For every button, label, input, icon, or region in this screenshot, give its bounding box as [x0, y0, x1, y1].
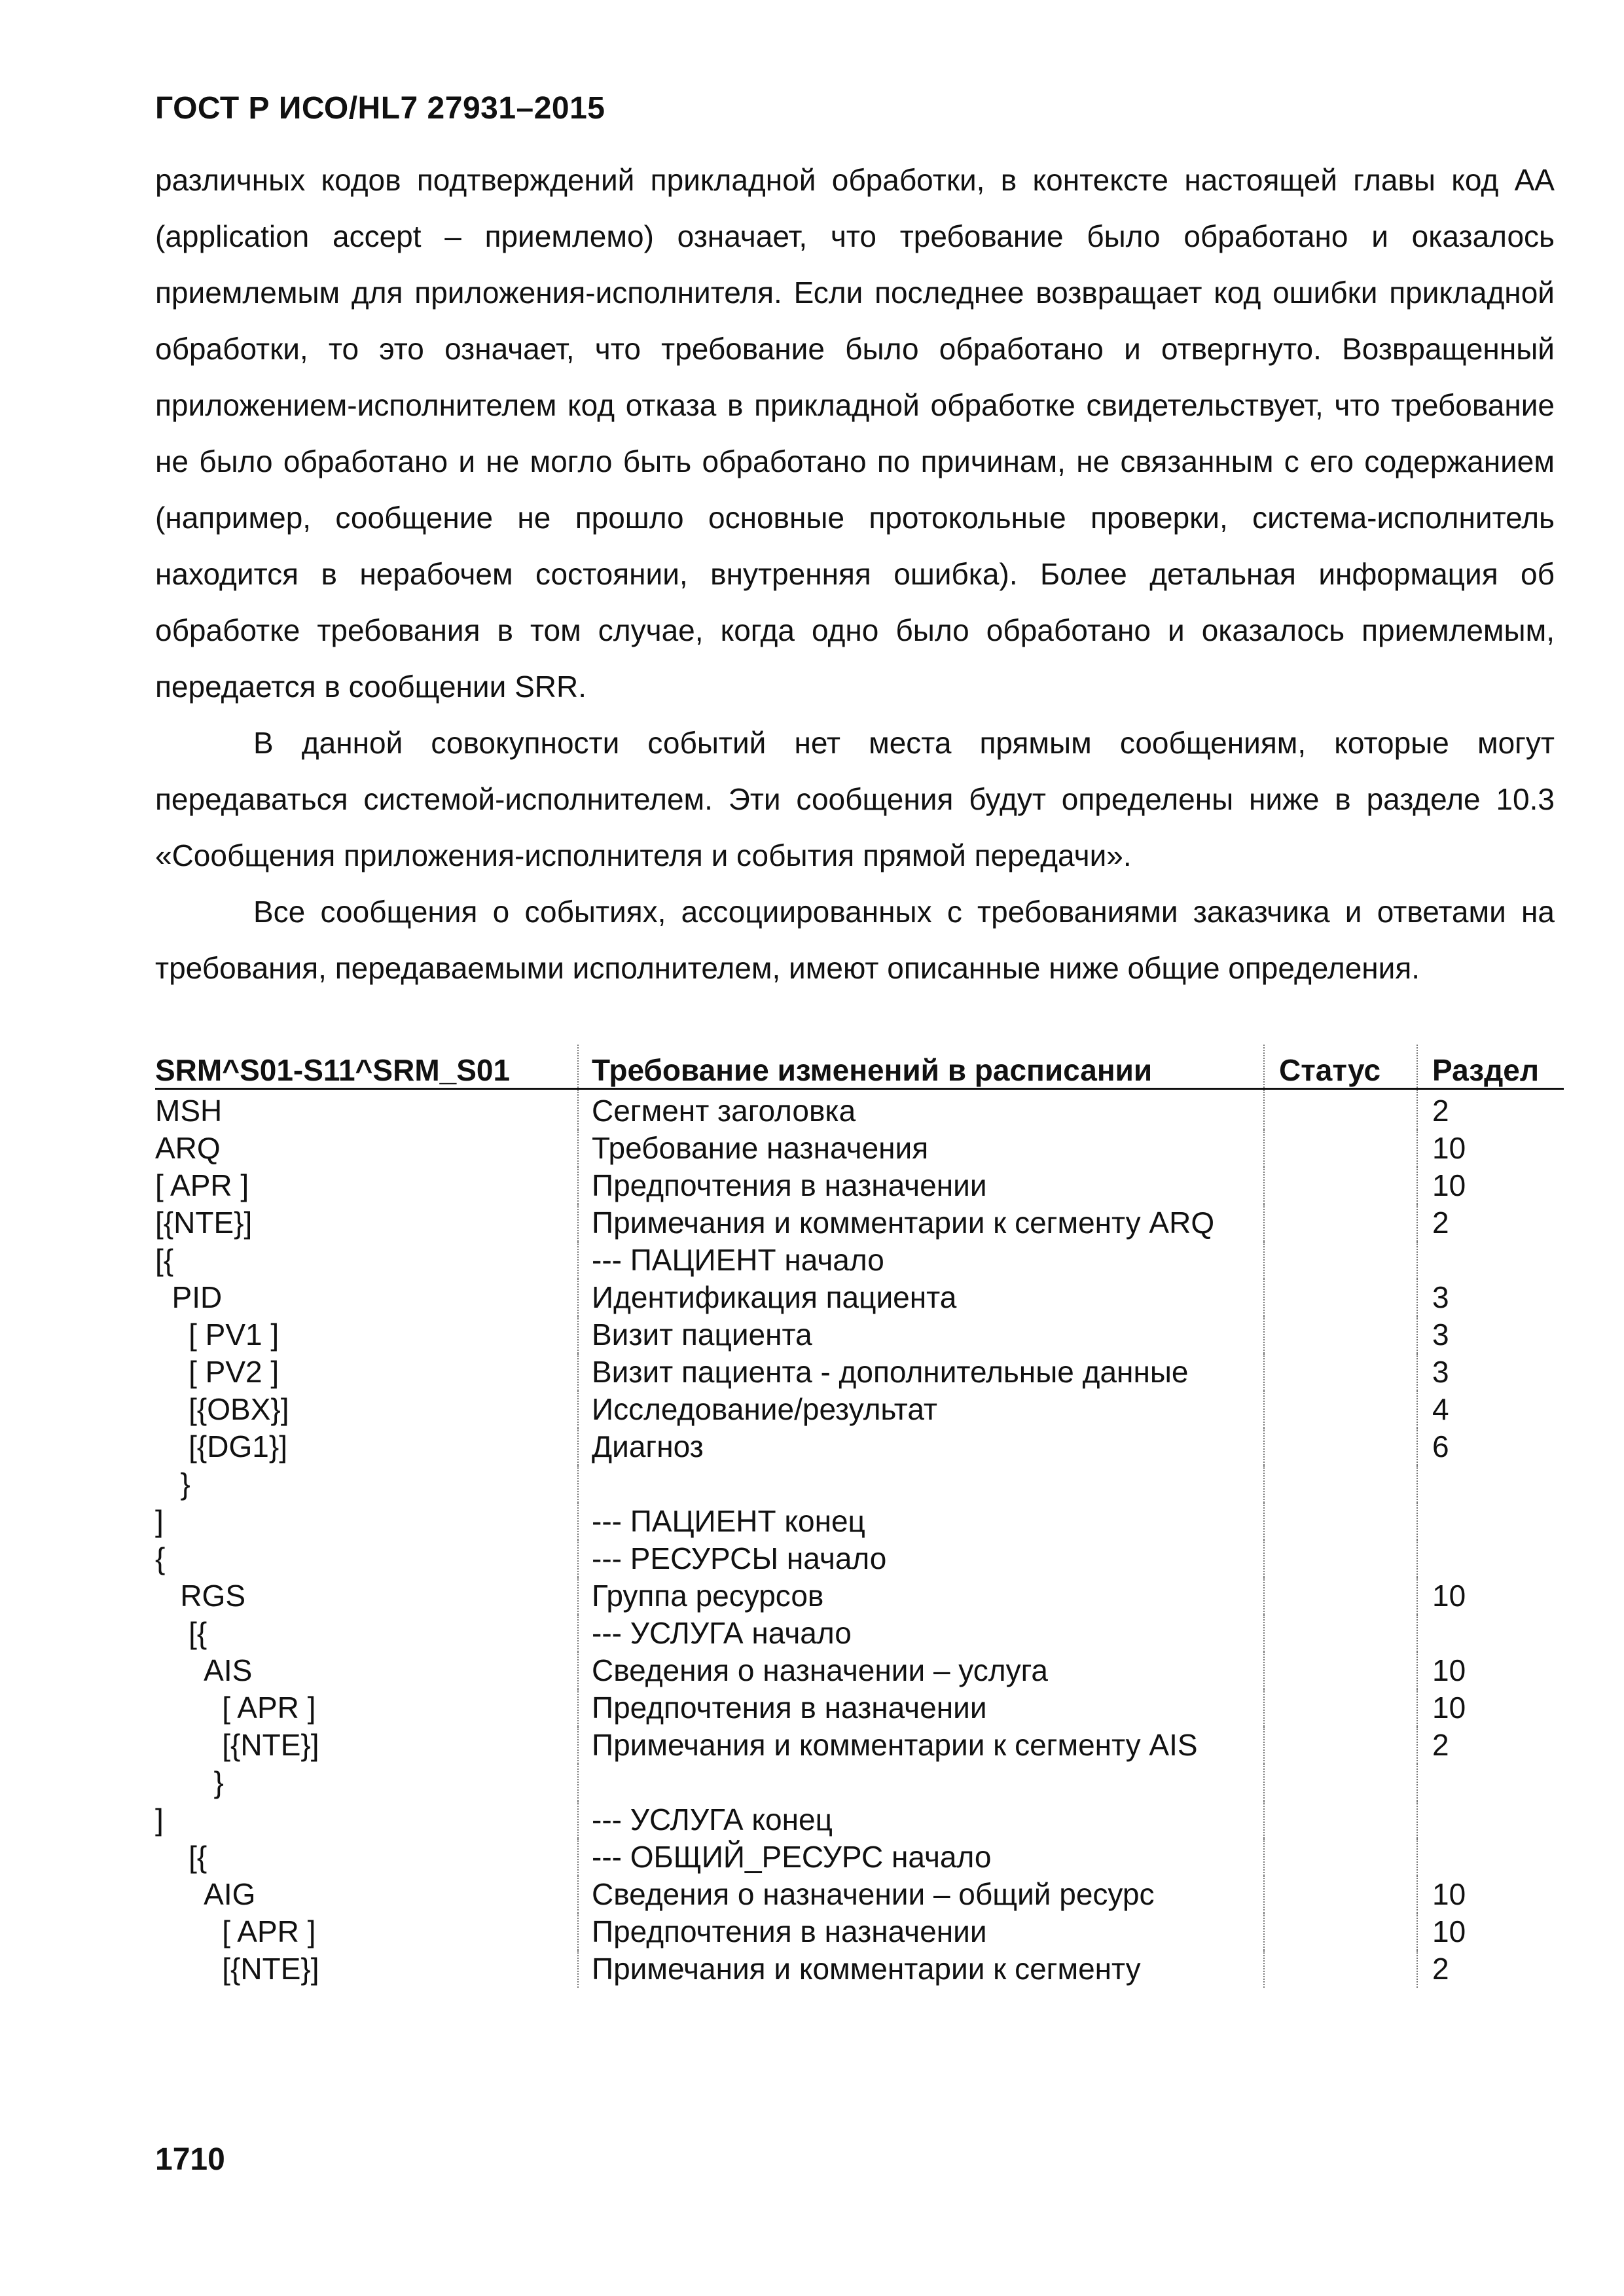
description-cell: Примечания и комментарии к сегменту AIS	[578, 1727, 1264, 1764]
description-cell	[578, 1465, 1264, 1503]
segment-cell: [ PV2 ]	[155, 1355, 280, 1389]
status-cell	[1264, 1689, 1417, 1727]
status-cell	[1264, 1316, 1417, 1354]
segment-cell: }	[155, 1765, 224, 1799]
table-row	[155, 1242, 1564, 1279]
header-section: Раздел	[1417, 1045, 1564, 1089]
segment-cell: [{	[155, 1616, 208, 1650]
section-cell: 3	[1417, 1316, 1564, 1354]
table-row	[155, 1089, 1564, 1130]
table-row	[155, 1764, 1564, 1801]
table-row	[155, 1465, 1564, 1503]
segment-cell: [{DG1}]	[155, 1429, 287, 1463]
section-cell: 10	[1417, 1130, 1564, 1167]
section-cell	[1417, 1801, 1564, 1839]
message-structure-table	[155, 1045, 1564, 1988]
description-cell: Визит пациента	[578, 1316, 1264, 1354]
segment-cell: {	[155, 1541, 166, 1575]
table-row	[155, 1950, 1564, 1988]
status-cell	[1264, 1503, 1417, 1540]
table-row	[155, 1279, 1564, 1316]
table-row	[155, 1428, 1564, 1465]
status-cell	[1264, 1876, 1417, 1913]
table-body	[155, 1089, 1564, 1988]
description-cell: Группа ресурсов	[578, 1577, 1264, 1615]
description-cell: Идентификация пациента	[578, 1279, 1264, 1316]
segment-cell: ARQ	[155, 1131, 221, 1165]
segment-cell: }	[155, 1467, 190, 1501]
description-cell: Предпочтения в назначении	[578, 1913, 1264, 1950]
description-cell: --- ПАЦИЕНТ конец	[578, 1503, 1264, 1540]
segment-cell: AIS	[155, 1653, 253, 1687]
description-cell: Предпочтения в назначении	[578, 1689, 1264, 1727]
description-cell: --- РЕСУРСЫ начало	[578, 1540, 1264, 1577]
description-cell: Требование назначения	[578, 1130, 1264, 1167]
status-cell	[1264, 1204, 1417, 1242]
status-cell	[1264, 1089, 1417, 1130]
section-cell: 6	[1417, 1428, 1564, 1465]
status-cell	[1264, 1167, 1417, 1204]
section-cell: 10	[1417, 1876, 1564, 1913]
section-cell	[1417, 1540, 1564, 1577]
section-cell: 10	[1417, 1913, 1564, 1950]
segment-cell: [ APR ]	[155, 1691, 316, 1725]
table-row	[155, 1615, 1564, 1652]
status-cell	[1264, 1913, 1417, 1950]
table-row	[155, 1391, 1564, 1428]
segment-cell: [{NTE}]	[155, 1728, 319, 1762]
header-status: Статус	[1264, 1045, 1417, 1089]
table-row	[155, 1204, 1564, 1242]
section-cell: 10	[1417, 1577, 1564, 1615]
description-cell	[578, 1764, 1264, 1801]
segment-cell: [{	[155, 1840, 208, 1874]
header-message-type: SRM^S01-S11^SRM_S01	[155, 1045, 578, 1089]
description-cell: Исследование/результат	[578, 1391, 1264, 1428]
paragraph-2: В данной совокупности событий нет места прямым сообщениям, которые могут передаваться системой-исполнителем. Эти сообщения будут определены ниже в разделе 10.3 «Сообщения приложения-исполнителя и события прямой передачи».	[155, 726, 1555, 872]
segment-cell: AIG	[155, 1877, 256, 1911]
status-cell	[1264, 1130, 1417, 1167]
table-row	[155, 1839, 1564, 1876]
section-cell: 2	[1417, 1089, 1564, 1130]
paragraph-3: Все сообщения о событиях, ассоциированных с требованиями заказчика и ответами на требования, передаваемыми исполнителем, имеют описанные ниже общие определения.	[155, 895, 1555, 985]
table-row	[155, 1652, 1564, 1689]
table-row	[155, 1503, 1564, 1540]
segment-cell: [{OBX}]	[155, 1392, 289, 1426]
status-cell	[1264, 1465, 1417, 1503]
table-row	[155, 1316, 1564, 1354]
section-cell: 2	[1417, 1727, 1564, 1764]
description-cell: --- УСЛУГА конец	[578, 1801, 1264, 1839]
table-row	[155, 1913, 1564, 1950]
table-row	[155, 1540, 1564, 1577]
section-cell: 3	[1417, 1279, 1564, 1316]
segment-cell: PID	[155, 1280, 223, 1314]
status-cell	[1264, 1279, 1417, 1316]
description-cell: Примечания и комментарии к сегменту ARQ	[578, 1204, 1264, 1242]
section-cell	[1417, 1764, 1564, 1801]
description-cell: Сведения о назначении – общий ресурс	[578, 1876, 1264, 1913]
table-row	[155, 1577, 1564, 1615]
document-header: ГОСТ Р ИСО/HL7 27931–2015	[155, 91, 605, 126]
status-cell	[1264, 1540, 1417, 1577]
status-cell	[1264, 1577, 1417, 1615]
description-cell: Примечания и комментарии к сегменту	[578, 1950, 1264, 1988]
description-cell: --- ПАЦИЕНТ начало	[578, 1242, 1264, 1279]
segment-cell: RGS	[155, 1579, 246, 1613]
status-cell	[1264, 1354, 1417, 1391]
table-row	[155, 1727, 1564, 1764]
table-row	[155, 1689, 1564, 1727]
segment-cell: ]	[155, 1504, 164, 1538]
description-cell: Сведения о назначении – услуга	[578, 1652, 1264, 1689]
section-cell: 2	[1417, 1950, 1564, 1988]
section-cell: 10	[1417, 1689, 1564, 1727]
status-cell	[1264, 1839, 1417, 1876]
status-cell	[1264, 1242, 1417, 1279]
body-text	[155, 152, 1555, 996]
section-cell: 10	[1417, 1652, 1564, 1689]
section-cell: 3	[1417, 1354, 1564, 1391]
section-cell: 4	[1417, 1391, 1564, 1428]
table-row	[155, 1167, 1564, 1204]
status-cell	[1264, 1391, 1417, 1428]
status-cell	[1264, 1764, 1417, 1801]
description-cell: Диагноз	[578, 1428, 1264, 1465]
section-cell	[1417, 1242, 1564, 1279]
segment-cell: [{NTE}]	[155, 1206, 253, 1240]
page-number: 1710	[155, 2142, 225, 2177]
segment-cell: [ APR ]	[155, 1914, 316, 1948]
section-cell	[1417, 1465, 1564, 1503]
table-row	[155, 1130, 1564, 1167]
description-cell: --- УСЛУГА начало	[578, 1615, 1264, 1652]
status-cell	[1264, 1428, 1417, 1465]
segment-cell: MSH	[155, 1094, 223, 1128]
table-row	[155, 1801, 1564, 1839]
section-cell	[1417, 1839, 1564, 1876]
section-cell: 10	[1417, 1167, 1564, 1204]
status-cell	[1264, 1950, 1417, 1988]
table-row	[155, 1876, 1564, 1913]
segment-cell: ]	[155, 1803, 164, 1837]
segment-cell: [ APR ]	[155, 1168, 249, 1202]
status-cell	[1264, 1615, 1417, 1652]
status-cell	[1264, 1652, 1417, 1689]
status-cell	[1264, 1727, 1417, 1764]
description-cell: --- ОБЩИЙ_РЕСУРС начало	[578, 1839, 1264, 1876]
table-header-row	[155, 1045, 1564, 1089]
header-description: Требование изменений в расписании	[578, 1045, 1264, 1089]
table-row	[155, 1354, 1564, 1391]
segment-cell: [{NTE}]	[155, 1952, 319, 1986]
description-cell: Сегмент заголовка	[578, 1089, 1264, 1130]
description-cell: Предпочтения в назначении	[578, 1167, 1264, 1204]
section-cell	[1417, 1503, 1564, 1540]
description-cell: Визит пациента - дополнительные данные	[578, 1354, 1264, 1391]
status-cell	[1264, 1801, 1417, 1839]
section-cell: 2	[1417, 1204, 1564, 1242]
section-cell	[1417, 1615, 1564, 1652]
segment-cell: [ PV1 ]	[155, 1318, 280, 1352]
paragraph-1: различных кодов подтверждений прикладной обработки, в контексте настоящей главы код AA (application accept – приемлемо) означает, что требование было обработано и оказалось приемлемым для приложения-исполнителя. Если последнее возвращает код ошибки прикладной обработки, то это означает, что требование было обработано и отвергнуто. Возвращенный приложением-исполнителем код отказа в прикладной обработке свидетельствует, что требование не было обработано и не могло быть обработано по причинам, не связанным с его содержанием (например, сообщение не прошло основные протокольные проверки, система-исполнитель находится в нерабочем состоянии, внутренняя ошибка). Более детальная информация об обработке требования в том случае, когда одно было обработано и оказалось приемлемым, передается в сообщении SRR.	[155, 163, 1555, 704]
segment-cell: [{	[155, 1243, 174, 1277]
